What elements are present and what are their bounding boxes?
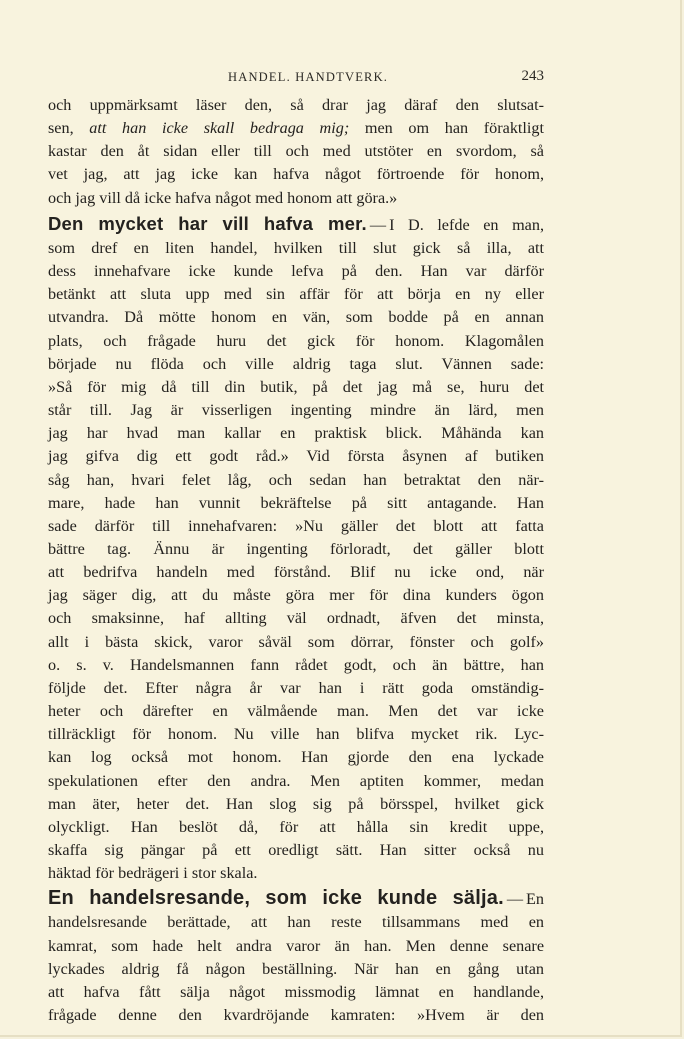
section-heading-line bbox=[48, 212, 544, 237]
text-line-start: sen, bbox=[48, 119, 90, 138]
text-line: står till. Jag är visserligen ingenting mindre än lärd, men bbox=[48, 401, 544, 420]
text-line: allt i bästa skick, varor såväl som dörrar, fönster och golf» bbox=[48, 632, 544, 651]
text-line: jag säger dig, att du måste göra mer för dina kunders ögon bbox=[48, 586, 544, 605]
text-line: mare, hade han vunnit bekräftelse på sitt antagande. Han bbox=[48, 493, 544, 512]
text-line: betänkt att sluta upp med sin affär för att börja en ny eller bbox=[48, 285, 544, 304]
text-line bbox=[48, 117, 544, 140]
text-line: handelsresande berättade, att han reste tillsammans med en bbox=[48, 913, 544, 932]
italic-phrase: att han icke skall bedraga mig; bbox=[89, 119, 350, 138]
page-body bbox=[48, 94, 544, 1027]
text-line: spekulationen efter den andra. Men aptiten kommer, medan bbox=[48, 771, 544, 790]
text-line-rest: men om han föraktligt bbox=[349, 119, 545, 138]
running-head: HANDEL. HANDTVERK. bbox=[228, 70, 389, 84]
text-line: jag har hvad man kallar en praktisk blick. Måhända kan bbox=[48, 424, 544, 443]
text-line: frågade denne den kvardröjande kamraten: »Hvem är den bbox=[48, 1006, 544, 1025]
text-line: och smaksinne, haf allting väl ordnadt, äfven det minsta, bbox=[48, 609, 544, 628]
section-heading: En handelsresande, som icke kunde sälja. bbox=[48, 887, 504, 910]
em-dash: — bbox=[369, 215, 387, 234]
page-number: 243 bbox=[521, 68, 544, 84]
text-line: dess innehafvare icke kunde lefva på den. Han var därför bbox=[48, 262, 544, 281]
text-line: heter och därefter en välmående man. Men det var icke bbox=[48, 702, 544, 721]
text-line: tillräckligt för honom. Nu ville han blifva mycket rik. Lyc- bbox=[48, 725, 544, 744]
text-line: och jag vill då icke hafva något med honom att göra.» bbox=[48, 188, 398, 207]
text-line: lyckades aldrig få någon beställning. När han en gång utan bbox=[48, 959, 544, 978]
section-lead-text: En bbox=[526, 890, 544, 909]
text-line: jag gifva dig ett godt råd.» Vid första åsynen af butiken bbox=[48, 447, 544, 466]
text-line: man äter, heter det. Han slog sig på börsspel, hvilket gick bbox=[48, 794, 544, 813]
section-heading: Den mycket har vill hafva mer. bbox=[48, 212, 367, 234]
section-heading-line bbox=[48, 887, 544, 911]
text-line: utvandra. Då mötte honom en vän, som bodde på en annan bbox=[48, 308, 544, 327]
text-line: häktad för bedrägeri i stor skala. bbox=[48, 864, 258, 883]
text-line: började nu flöda och ville aldrig taga slut. Vännen sade: bbox=[48, 354, 544, 373]
section-lead-text: I D. lefde en man, bbox=[389, 215, 544, 234]
text-line: bättre tag. Ännu är ingenting förloradt, det gäller blott bbox=[48, 539, 544, 558]
text-line: att hafva fått sälja något missmodig lämnat en handlande, bbox=[48, 982, 544, 1001]
text-line: såg han, hvari felet låg, och sedan han betraktat den när- bbox=[48, 470, 544, 489]
text-line: plats, och frågade huru det gick för honom. Klagomålen bbox=[48, 331, 544, 350]
text-line: »Så för mig då till din butik, på det jag må se, huru det bbox=[48, 377, 544, 396]
text-line: vet jag, att jag icke kan hafva något förtroende för honom, bbox=[48, 165, 544, 184]
text-line: kastar den åt sidan eller till och med utstöter en svordom, så bbox=[48, 142, 544, 161]
em-dash: — bbox=[506, 890, 524, 909]
paragraph-continuation bbox=[48, 94, 544, 210]
text-line: som dref en liten handel, hvilken till slut gick så illa, att bbox=[48, 238, 544, 257]
text-line: sade därför till innehafvaren: »Nu gäller det blott att fatta bbox=[48, 516, 544, 535]
text-line: kamrat, som hade helt andra varor än han. Men denne senare bbox=[48, 936, 544, 955]
text-line: att bedrifva handeln med förstånd. Blif nu icke ond, när bbox=[48, 563, 544, 582]
text-line: och uppmärksamt läser den, så drar jag däraf den slutsat- bbox=[48, 96, 544, 114]
section-handelsresande bbox=[48, 887, 544, 1027]
text-line: olyckligt. Han beslöt då, för att hålla sin kredit uppe, bbox=[48, 817, 544, 836]
text-line: kan log också mot honom. Han gjorde den ena lyckade bbox=[48, 748, 544, 767]
text-line: följde det. Efter några år var han i rätt goda omständig- bbox=[48, 678, 544, 697]
text-line: o. s. v. Handelsmannen fann rådet godt, och än bättre, han bbox=[48, 655, 544, 674]
section-den-mycket-har bbox=[48, 212, 544, 886]
text-line: skaffa sig pängar på ett oredligt sätt. Han sitter också nu bbox=[48, 841, 544, 859]
